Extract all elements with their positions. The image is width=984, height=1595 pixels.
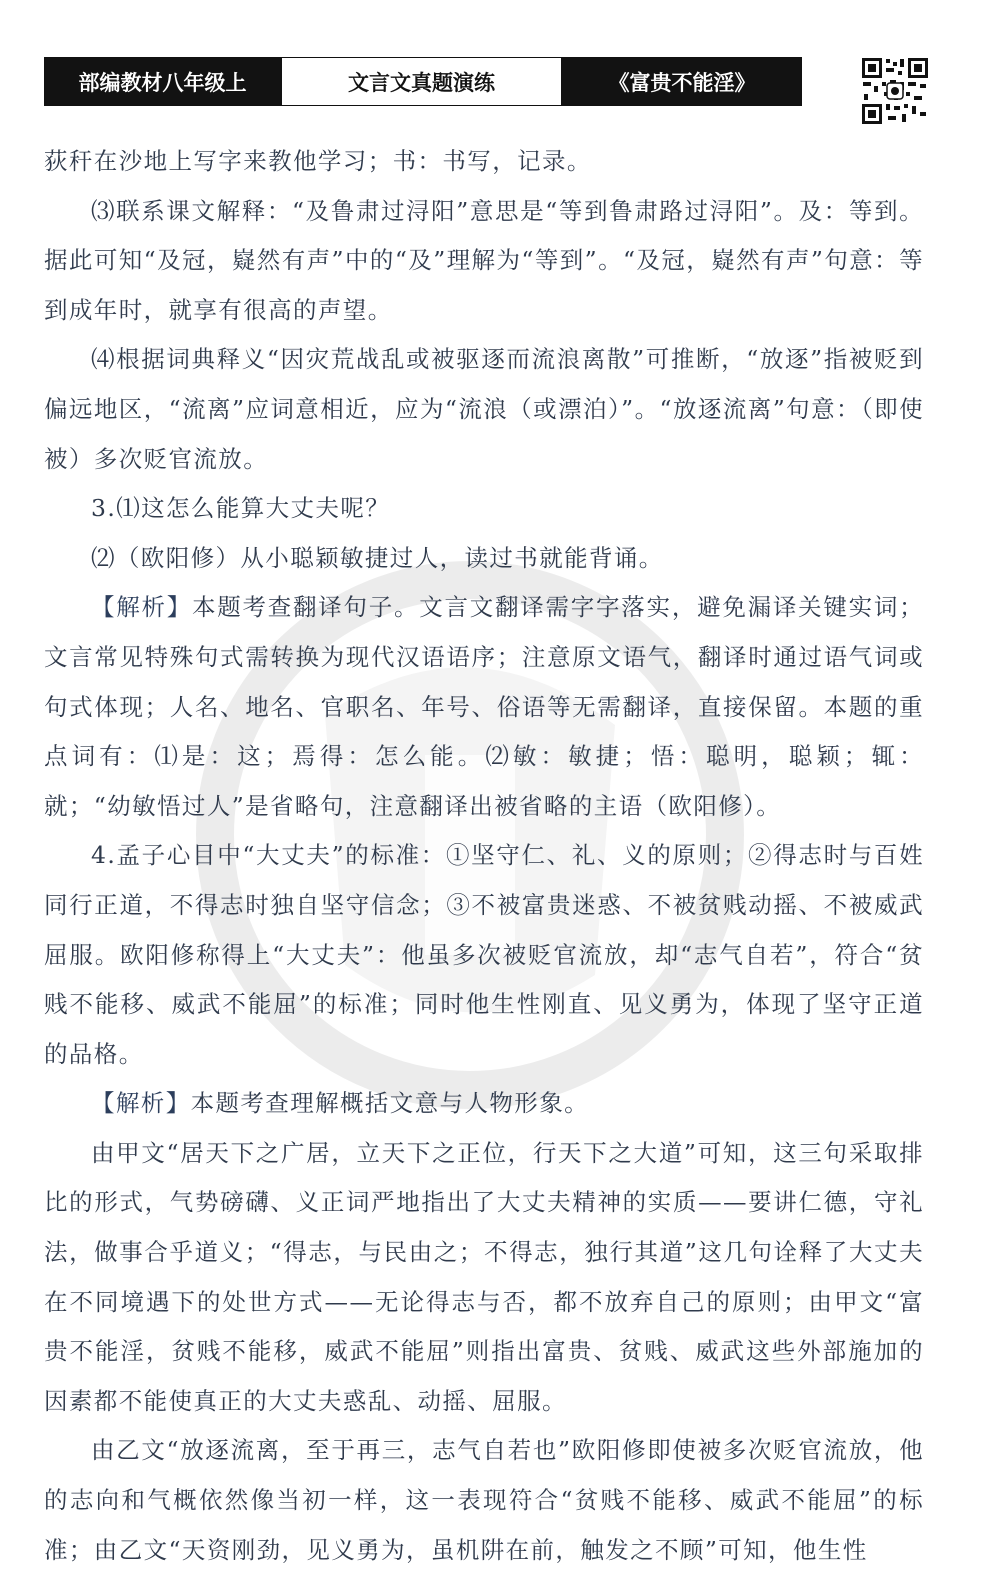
paragraph-9	[44, 1129, 924, 1427]
qr-code-icon	[860, 56, 930, 126]
paragraph-text: 本题考查翻译句子。文言文翻译需字字落实，避免漏译关键实词；文言常见特殊句式需转换为现代汉语语序；注意原文语气，翻译时通过语气词或句式体现；人名、地名、官职名、年号、俗语等无需翻译，直接保留。本题的重点词有：⑴是：这；焉得：怎么能。⑵敏：敏捷；悟：聪明，聪颖；辄：就；“幼敏悟过人”是省略句，注意翻译出被省略的主语（欧阳修）。	[44, 593, 924, 820]
paragraph-text: 3.⑴这怎么能算大丈夫呢？	[91, 494, 391, 523]
analysis-tag: 【解析】	[91, 593, 193, 622]
header-grade-label: 部编教材八年级上	[45, 58, 280, 105]
paragraph-text: 4.孟子心目中“大丈夫”的标准：①坚守仁、礼、义的原则；②得志时与百姓同行正道，不得志时独自坚守信念；③不被富贵迷惑、不被贫贱动摇、不被威武屈服。欧阳修称得上“大丈夫”：他虽多次被贬官流放，却“志气自若”，符合“贫贱不能移、威武不能屈”的标准；同时他生性刚直、见义勇为，体现了坚守正道的品格。	[44, 841, 924, 1068]
paragraph-2	[44, 187, 924, 336]
paragraph-text: 由甲文“居天下之广居，立天下之正位，行天下之大道”可知，这三句采取排比的形式，气势磅礴、义正词严地指出了大丈夫精神的实质——要讲仁德，守礼法，做事合乎道义；“得志，与民由之；不得志，独行其道”这几句诠释了大丈夫在不同境遇下的处世方式——无论得志与否，都不放弃自己的原则；由甲文“富贵不能淫，贫贱不能移，威武不能屈”则指出富贵、贫贱、威武这些外部施加的因素都不能使真正的大丈夫惑乱、动摇、屈服。	[44, 1138, 924, 1415]
header-lesson-title: 《富贵不能淫》	[563, 58, 801, 105]
paragraph-4	[44, 484, 924, 534]
paragraph-text: 荻秆在沙地上写字来教他学习；书：书写，记录。	[44, 147, 592, 175]
paragraph-text: ⑶联系课文解释：“及鲁肃过浔阳”意思是“等到鲁肃路过浔阳”。及：等到。据此可知“及冠，嶷然有声”中的“及”理解为“等到”。“及冠，嶷然有声”句意：等到成年时，就享有很高的声望。	[44, 196, 924, 324]
paragraph-text: 由乙文“放逐流离，至于再三，志气自若也”欧阳修即使被多次贬官流放，他的志向和气概依然像当初一样，这一表现符合“贫贱不能移、威武不能屈”的标准；由乙文“天资刚劲，见义勇为，虽机阱在前，触发之不顾”可知，他生性	[44, 1436, 924, 1564]
paragraph-6	[44, 583, 924, 831]
header-section-title: 文言文真题演练	[280, 58, 563, 105]
paragraph-7	[44, 831, 924, 1079]
paragraph-text: ⑵（欧阳修）从小聪颖敏捷过人，读过书就能背诵。	[91, 543, 664, 572]
header-bar	[44, 57, 802, 106]
paragraph-text: ⑷根据词典释义“因灾荒战乱或被驱逐而流浪离散”可推断，“放逐”指被贬到偏远地区，“流离”应词意相近，应为“流浪（或漂泊）”。“放逐流离”句意：（即使被）多次贬官流放。	[44, 345, 924, 473]
paragraph-1	[44, 137, 924, 187]
paragraph-10	[44, 1426, 924, 1575]
paragraph-text: 本题考查理解概括文意与人物形象。	[190, 1089, 590, 1118]
document-body	[44, 137, 924, 1575]
paragraph-5	[44, 534, 924, 584]
paragraph-8	[44, 1079, 924, 1129]
analysis-tag: 【解析】	[91, 1089, 191, 1118]
paragraph-3	[44, 335, 924, 484]
